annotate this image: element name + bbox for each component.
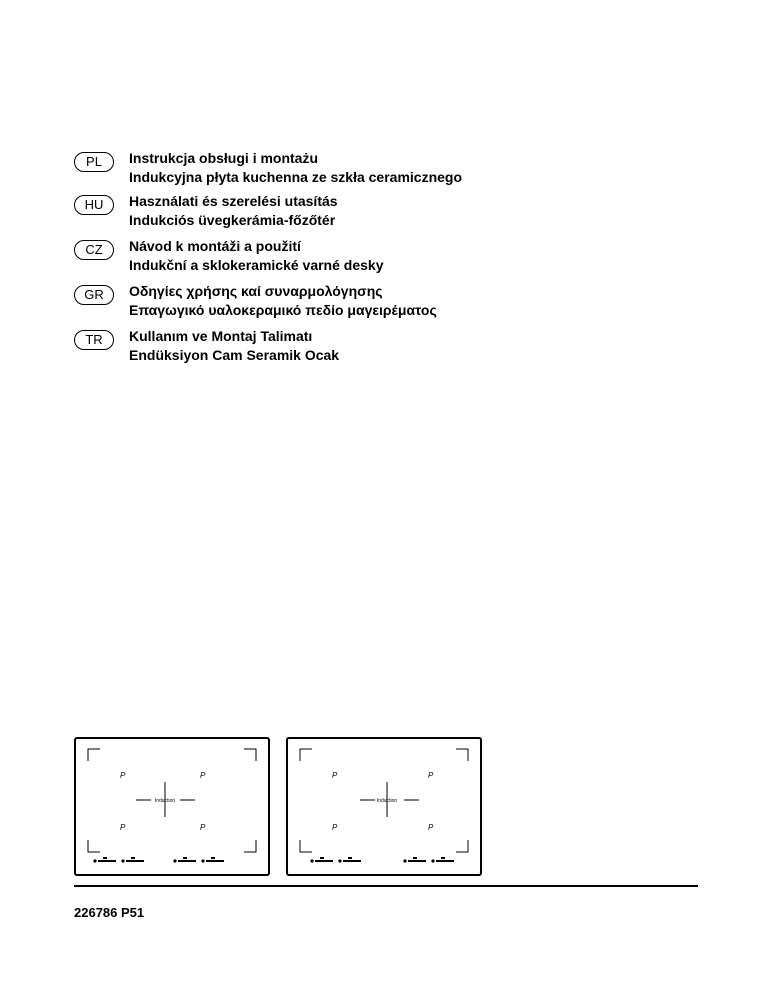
zone-corner-mark [88, 840, 100, 852]
zone-label: P [120, 823, 126, 832]
zone-label: P [200, 823, 206, 832]
language-subtitle: Endüksiyon Cam Seramik Ocak [129, 347, 340, 363]
zone-label: P [428, 823, 434, 832]
language-title: Návod k montáži a použití [129, 238, 301, 254]
zone-corner-mark [300, 749, 312, 761]
language-title: Kullanım ve Montaj Talimatı [129, 328, 313, 344]
zone-label: P [428, 771, 434, 780]
zone-label: P [332, 771, 338, 780]
zone-label: P [332, 823, 338, 832]
language-code-badge: CZ [74, 240, 114, 260]
zone-label: P [120, 771, 126, 780]
zone-corner-mark [456, 840, 468, 852]
hob-top-view [76, 739, 268, 874]
language-title: Használati és szerelési utasítás [129, 193, 338, 209]
zone-corner-mark [244, 840, 256, 852]
zone-corner-mark [456, 749, 468, 761]
language-title: Instrukcja obsługi i montażu [129, 150, 319, 166]
induction-label: Induction [154, 798, 176, 804]
language-subtitle: Indukcyjna płyta kuchenna ze szkła ceramicznego [129, 169, 463, 185]
language-code-badge: HU [74, 195, 114, 215]
control-panel [310, 857, 454, 863]
zone-corner-mark [244, 749, 256, 761]
language-code-badge: PL [74, 152, 114, 172]
language-subtitle: Indukční a sklokeramické varné desky [129, 257, 384, 273]
hob-top-view [288, 739, 480, 874]
language-code-badge: TR [74, 330, 114, 350]
language-code-badge: GR [74, 285, 114, 305]
document-number: 226786 P51 [74, 905, 145, 920]
induction-label: Induction [376, 798, 398, 804]
horizontal-divider [74, 885, 698, 887]
control-panel [93, 857, 224, 863]
zone-corner-mark [300, 840, 312, 852]
hob-illustration-right [286, 737, 482, 876]
language-subtitle: Επαγωγικό υαλοκεραμικό πεδίο μαγειρέματος [129, 302, 437, 318]
language-subtitle: Indukciós üvegkerámia-főzőtér [129, 212, 336, 228]
zone-corner-mark [88, 749, 100, 761]
hob-illustration-left [74, 737, 270, 876]
zone-label: P [200, 771, 206, 780]
language-title: Οδηγίες χρήσης καί συναρμολόγησης [129, 283, 383, 299]
